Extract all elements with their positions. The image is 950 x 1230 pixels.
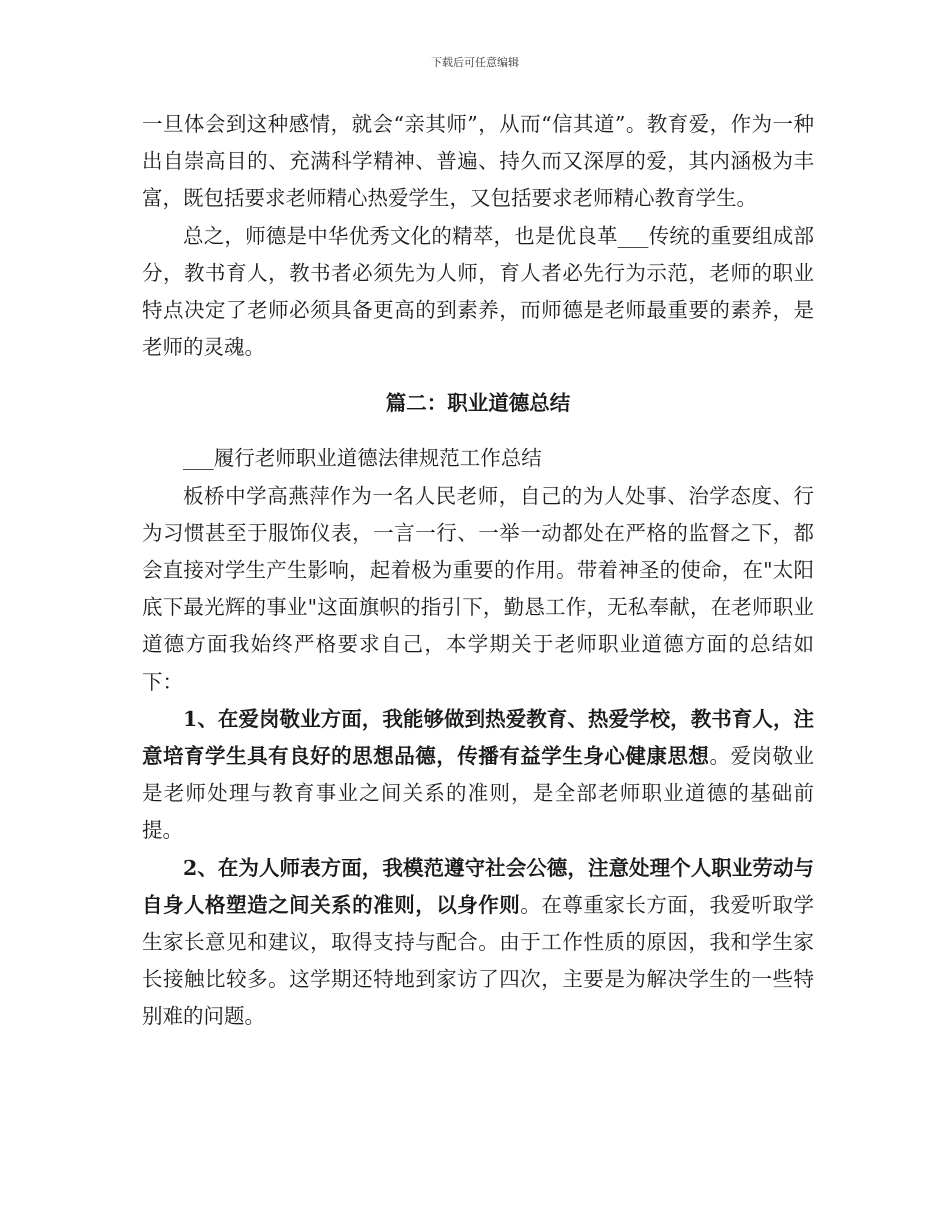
section-heading: 篇二：职业道德总结: [385, 391, 571, 416]
paragraph-6-rest: 。在尊重家长方面，我爱听取学生家长意见和建议，取得支持与配合。由于工作性质的原因，我和学生家长接触比较多。这学期还特地到家访了四次，主要是为解决学生的一些特别难的问题。: [142, 892, 815, 1029]
paragraph-5-rest: 。爱岗敬业是老师处理与教育事业之间关系的准则，是全部老师职业道德的基础前提。: [142, 744, 815, 843]
page-header: 下载后可任意编辑: [431, 56, 519, 69]
paragraph-2: 总之，师德是中华优秀文化的精萃，也是优良革___传统的重要组成部分，教书育人，教书者必须先为人师，育人者必先行为示范，老师的职业特点决定了老师必须具备更高的到素养，而师德是老师最重要的素养，是老师的灵魂。: [142, 223, 814, 360]
paragraph-6: [142, 850, 814, 1036]
paragraph-1: 一旦体会到这种感情，就会“亲其师”，从而“信其道”。教育爱，作为一种出自崇高目的、充满科学精神、普遍、持久而又深厚的爱，其内涵极为丰富，既包括要求老师精心热爱学生，又包括要求老师精心教育学生。: [142, 112, 814, 211]
document-body: [142, 106, 814, 1036]
paragraph-subtitle: ___履行老师职业道德法律规范工作总结: [183, 446, 542, 471]
paragraph-6-bold: 2、在为人师表方面，我模范遵守社会公德，注意处理个人职业劳动与自身人格塑造之间关系的准则，以身作则: [142, 855, 814, 917]
paragraph-5: [142, 701, 814, 850]
paragraph-4: 板桥中学高燕萍作为一名人民老师，自己的为人处事、治学态度、行为习惯甚至于服饰仪表，一言一行、一举一动都处在严格的监督之下，都会直接对学生产生影响，起着极为重要的作用。带着神圣的使命，在"太阳底下最光辉的事业"这面旗帜的指引下，勤恳工作，无私奉献，在老师职业道德方面我始终严格要求自己，本学期关于老师职业道德方面的总结如下：: [142, 483, 814, 694]
paragraph-5-bold: 1、在爱岗敬业方面，我能够做到热爱教育、热爱学校，教书育人，注意培育学生具有良好的思想品德，传播有益学生身心健康思想: [142, 706, 814, 769]
